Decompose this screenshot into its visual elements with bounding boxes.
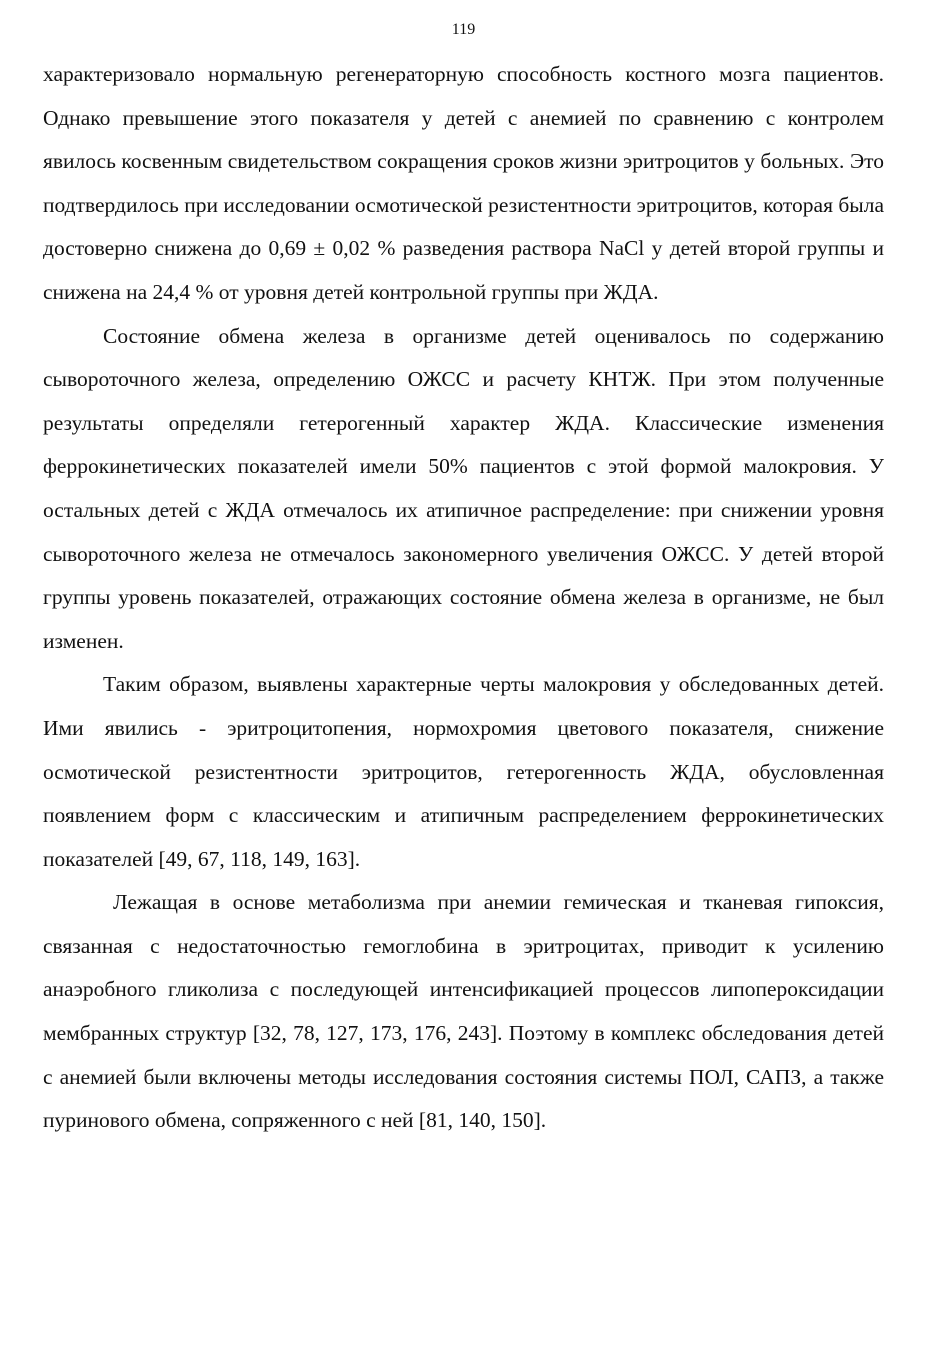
paragraph-1: характеризовало нормальную регенераторную способность костного мозга пациентов. Однако превышение этого показателя у детей с анемией по сравнению с контролем явилось косвенным свидетельством сокращения сроков жизни эритроцитов у больных. Это подтвердилось при исследовании осмотической резистентности эритроцитов, которая была достоверно снижена до 0,69 ± 0,02 % разведения раствора NaCl у детей второй группы и снижена на 24,4 % от уровня детей контрольной группы при ЖДА. (43, 62, 884, 304)
document-body (43, 53, 884, 1143)
page-number: 119 (451, 21, 476, 38)
paragraph-3: Таким образом, выявлены характерные черты малокровия у обследованных детей. Ими явились - эритроцитопения, нормохромия цветового показателя, снижение осмотической резистентности эритроцитов, гетерогенность ЖДА, обусловленная появлением форм с классическим и атипичным распределением феррокинетических показателей [49, 67, 118, 149, 163]. (43, 672, 884, 871)
paragraph-2: Состояние обмена железа в организме детей оценивалось по содержанию сывороточного железа, определению ОЖСС и расчету КНТЖ. При этом полученные результаты определяли гетерогенный характер ЖДА. Классические изменения феррокинетических показателей имели 50% пациентов с этой формой малокровия. У остальных детей с ЖДА отмечалось их атипичное распределение: при снижении уровня сывороточного железа не отмечалось закономерного увеличения ОЖСС. У детей второй группы уровень показателей, отражающих состояние обмена железа в организме, не был изменен. (43, 323, 884, 653)
paragraph-4: Лежащая в основе метаболизма при анемии гемическая и тканевая гипоксия, связанная с недостаточностью гемоглобина в эритроцитах, приводит к усилению анаэробного гликолиза с последующей интенсификацией процессов липопероксидации мембранных структур [32, 78, 127, 173, 176, 243]. Поэтому в комплекс обследования детей с анемией были включены методы исследования состояния системы ПОЛ, САПЗ, а также пуринового обмена, сопряженного с ней [81, 140, 150]. (43, 890, 884, 1133)
